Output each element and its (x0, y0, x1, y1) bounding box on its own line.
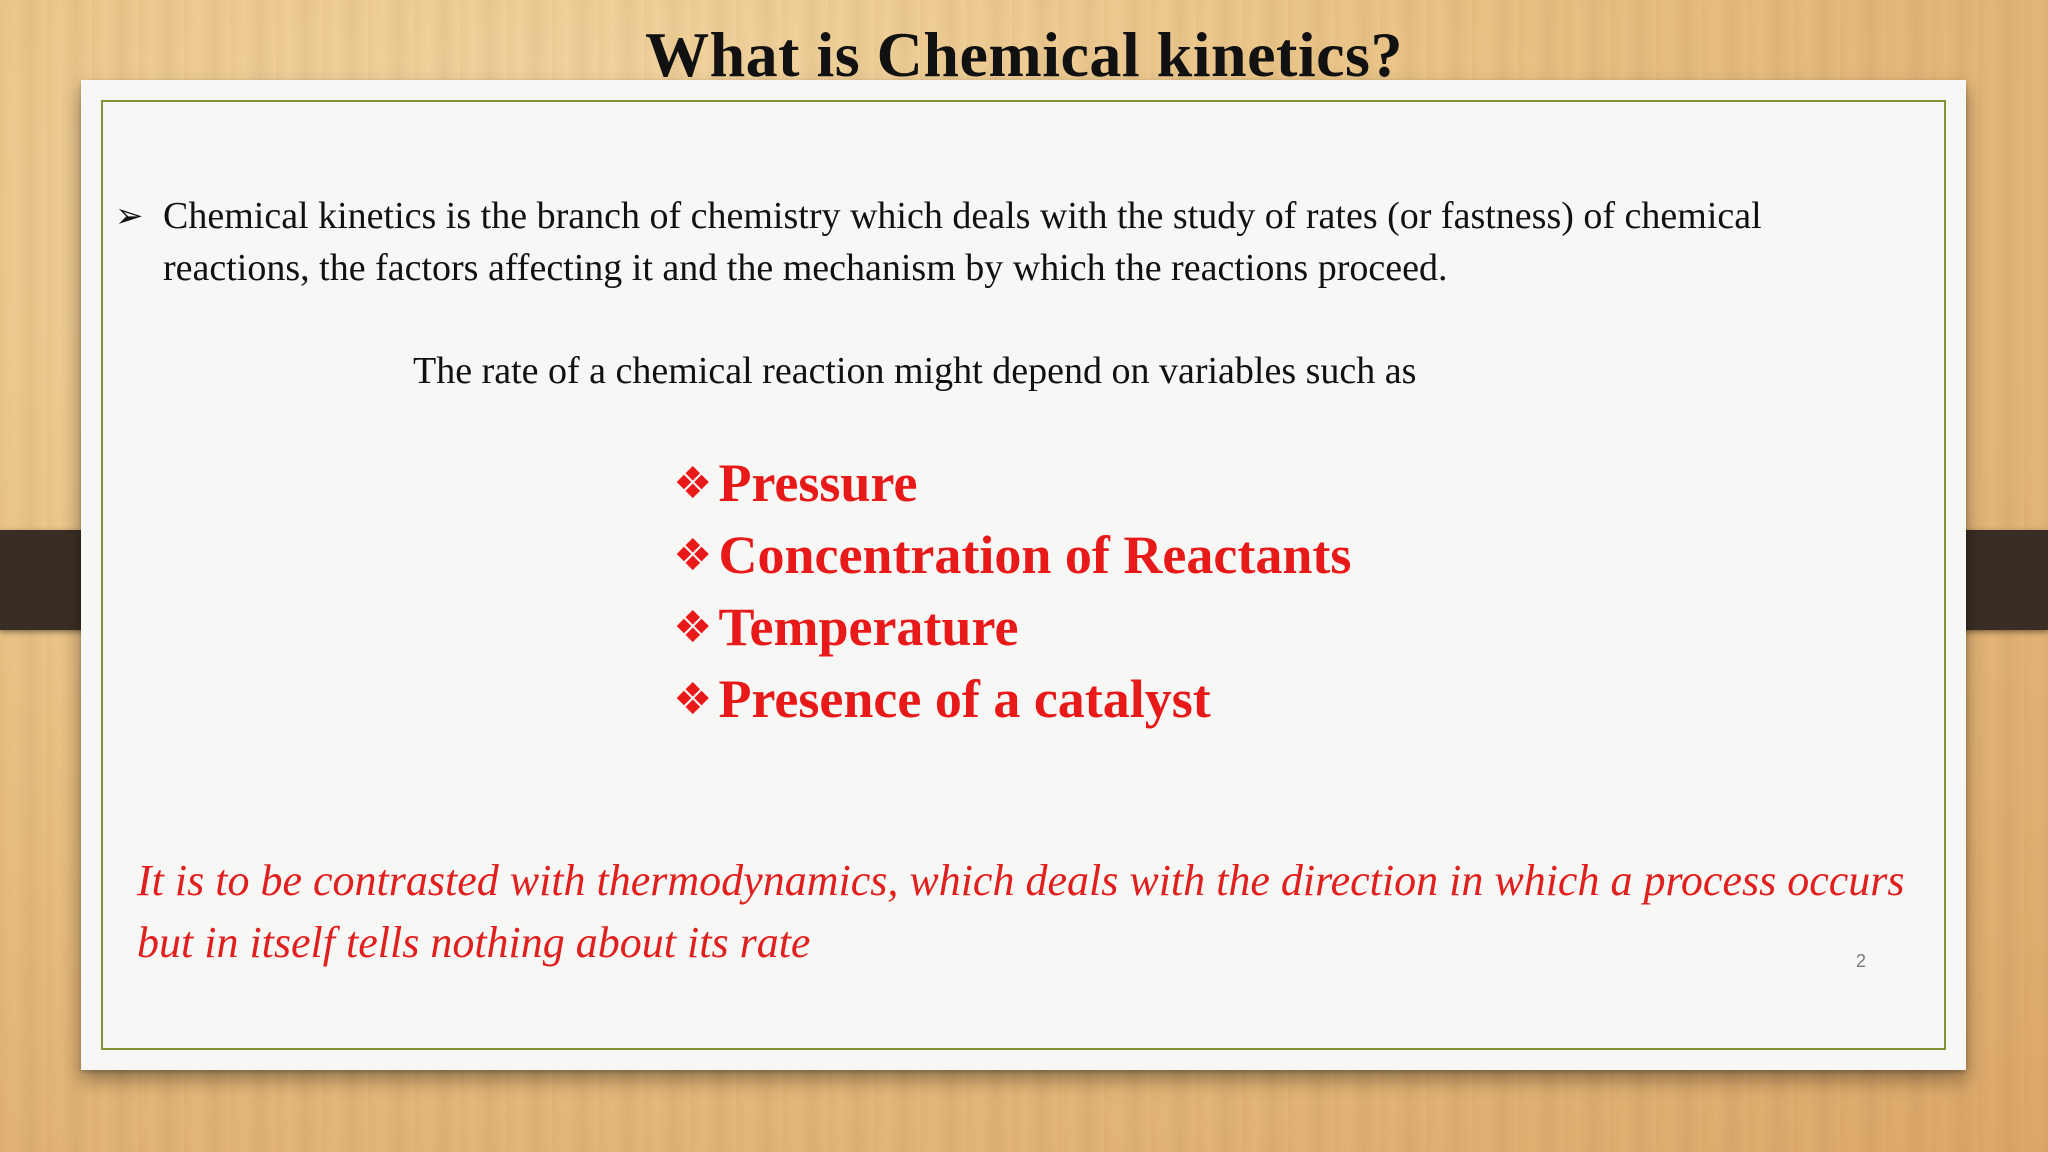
slide-paper (81, 80, 1966, 1070)
four-diamond-bullet-icon: ❖ (673, 457, 713, 509)
definition-text: Chemical kinetics is the branch of chemistry which deals with the study of rates (or fastness) of chemical reactions, the factors affecting it and the mechanism by which the reactions proceed. (163, 195, 1762, 289)
factor-item-catalyst (673, 663, 1351, 735)
factor-label: Temperature (718, 597, 1019, 657)
factor-label: Presence of a catalyst (718, 669, 1211, 729)
factor-item-concentration (673, 519, 1351, 591)
four-diamond-bullet-icon: ❖ (673, 529, 713, 581)
definition-bullet (115, 190, 1905, 294)
variables-intro-text: The rate of a chemical reaction might depend on variables such as (413, 350, 1417, 392)
factor-item-temperature (673, 591, 1351, 663)
thermodynamics-contrast-note: It is to be contrasted with thermodynamics, which deals with the direction in which a process occurs but in itself tells nothing about its rate (137, 856, 1905, 967)
factor-item-pressure (673, 447, 1351, 519)
factor-label: Pressure (718, 453, 918, 513)
factor-list (673, 447, 1351, 735)
page-number: 2 (1855, 951, 1866, 971)
slide-title: What is Chemical kinetics? (645, 19, 1403, 90)
four-diamond-bullet-icon: ❖ (673, 601, 713, 653)
four-diamond-bullet-icon: ❖ (673, 673, 713, 725)
arrowhead-bullet-icon: ➢ (115, 196, 144, 236)
factor-label: Concentration of Reactants (718, 525, 1352, 585)
